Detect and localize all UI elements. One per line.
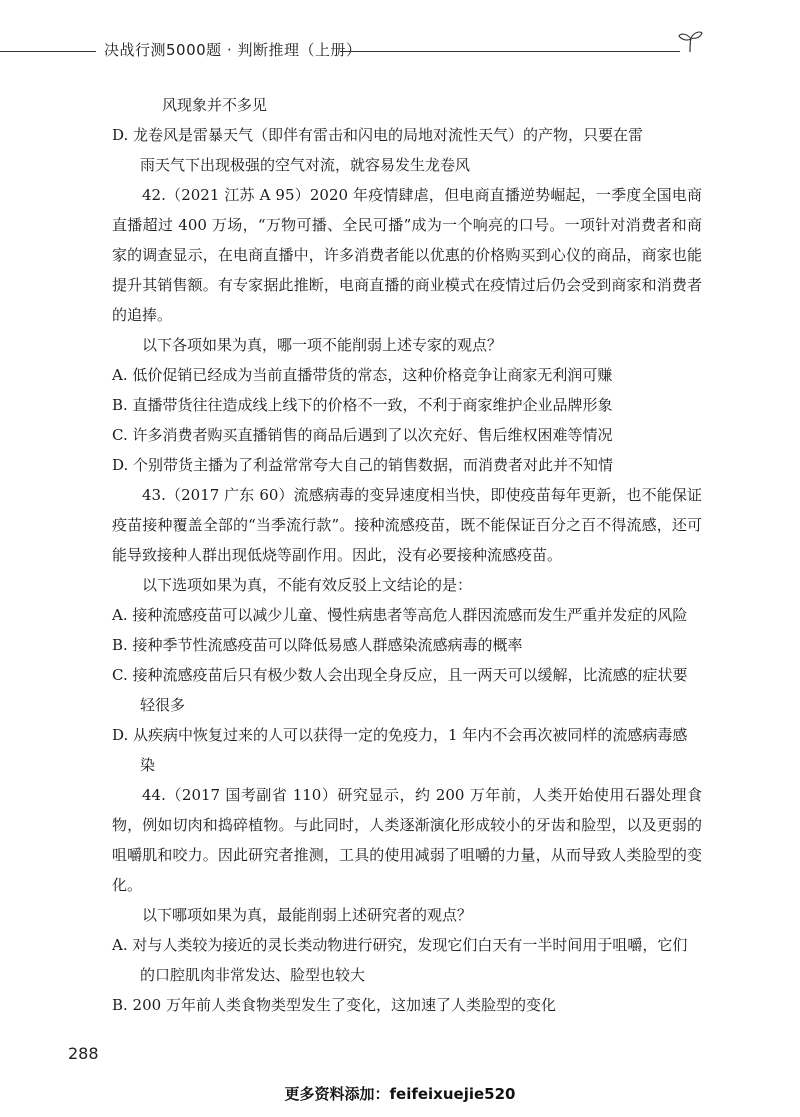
sprout-icon: [676, 30, 704, 54]
option-a: A. 对与人类较为接近的灵长类动物进行研究，发现它们白天有一半时间用于咀嚼，它们的口腔肌肉非常发达、脸型也较大: [112, 936, 688, 984]
option-c: C. 接种流感疫苗后只有极少数人会出现全身反应，且一两天可以缓解，比流感的症状要轻很多: [112, 666, 688, 714]
question-prompt: 以下哪项如果为真，最能削弱上述研究者的观点？: [142, 906, 473, 924]
question-stem: 42.（2021 江苏 A 95）2020 年疫情肆虐，但电商直播逆势崛起，一季度全国电商直播超过 400 万场，“万物可播、全民可播”成为一个响亮的口号。一项针对消费者和商家的调查显示，在电商直播中，许多消费者能以优惠的价格购买到心仪的商品，商家也能提升其销售额。有专家据此推断，电商直播的商业模式在疫情过后仍会受到商家和消费者的追捧。: [112, 186, 702, 324]
option-b: B. 直播带货往往造成线上线下的价格不一致，不利于商家维护企业品牌形象: [112, 396, 613, 414]
running-header: [0, 36, 800, 66]
option-a: A. 接种流感疫苗可以减少儿童、慢性病患者等高危人群因流感而发生严重并发症的风险: [112, 606, 688, 624]
question-stem: 44.（2017 国考副省 110）研究显示，约 200 万年前，人类开始使用石器处理食物，例如切肉和捣碎植物。与此同时，人类逐渐演化形成较小的牙齿和脸型，以及更弱的咀嚼肌和咬力。因此研究者推测，工具的使用减弱了咀嚼的力量，从而导致人类脸型的变化。: [112, 786, 702, 894]
header-rule-right: [340, 51, 680, 52]
option-b: B. 接种季节性流感疫苗可以降低易感人群感染流感病毒的概率: [112, 636, 523, 654]
question-42: [112, 180, 702, 480]
prev-option-d: [112, 120, 702, 180]
option-c: C. 许多消费者购买直播销售的商品后遇到了以次充好、售后维权困难等情况: [112, 426, 613, 444]
footer-note: 更多资料添加：feifeixuejie520: [284, 1085, 516, 1103]
prev-option-c-continuation: 风现象并不多见: [162, 96, 268, 114]
option-d: D. 从疾病中恢复过来的人可以获得一定的免疫力，1 年内不会再次被同样的流感病毒感染: [112, 726, 688, 774]
question-43: [112, 480, 702, 780]
question-prompt: 以下选项如果为真，不能有效反驳上文结论的是：: [142, 576, 473, 594]
question-stem: 43.（2017 广东 60）流感病毒的变异速度相当快，即使疫苗每年更新，也不能保证疫苗接种覆盖全部的“当季流行款”。接种流感疫苗，既不能保证百分之百不得流感，还可能导致接种人群出现低烧等副作用。因此，没有必要接种流感疫苗。: [112, 486, 702, 564]
prev-option-d-line1: D. 龙卷风是雷暴天气（即伴有雷击和闪电的局地对流性天气）的产物，只要在雷: [112, 126, 644, 144]
prev-option-d-line2: 雨天气下出现极强的空气对流，就容易发生龙卷风: [140, 156, 471, 174]
question-44: [112, 780, 702, 1020]
page-body: [112, 90, 702, 1020]
page-number: 288: [68, 1044, 99, 1063]
option-b: B. 200 万年前人类食物类型发生了变化，这加速了人类脸型的变化: [112, 996, 556, 1014]
book-title: 决战行测5000题 · 判断推理（上册）: [104, 41, 362, 59]
option-a: A. 低价促销已经成为当前直播带货的常态，这种价格竞争让商家无利润可赚: [112, 366, 613, 384]
question-prompt: 以下各项如果为真，哪一项不能削弱上述专家的观点？: [142, 336, 503, 354]
option-d: D. 个别带货主播为了利益常常夸大自己的销售数据，而消费者对此并不知情: [112, 456, 614, 474]
header-rule-left: [0, 51, 96, 52]
